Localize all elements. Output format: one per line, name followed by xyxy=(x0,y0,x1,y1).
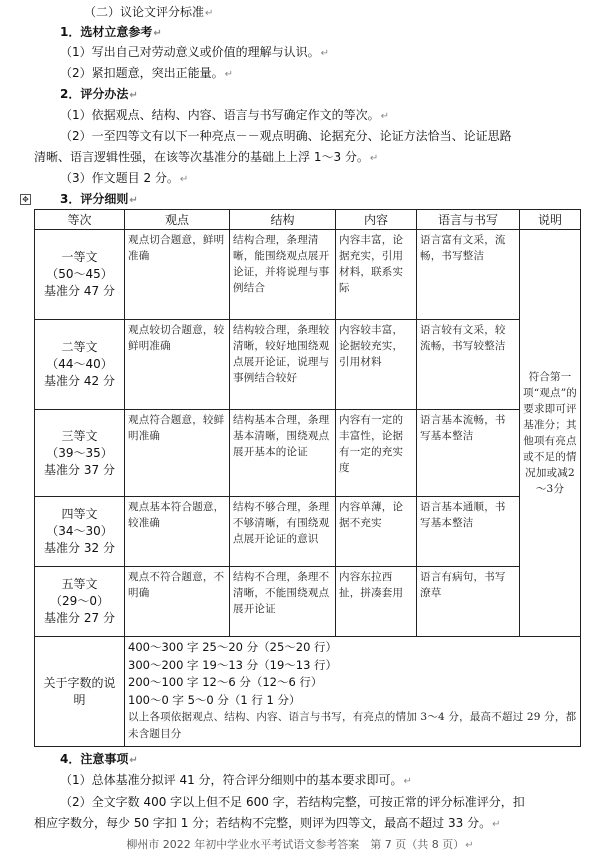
language-cell: 语言基本流畅，书写基本整洁 xyxy=(417,410,520,497)
table-row xyxy=(35,320,581,410)
part2-heading: 2．评分办法↵ xyxy=(60,87,138,101)
part2-item3: （3）作文题目 2 分。↵ xyxy=(60,171,189,185)
part4-item2-line1: （2）全文字数 400 字以上但不足 600 字，若结构完整，可按正常的评分标准评分，扣 xyxy=(60,795,525,809)
wordcount-remark: 以上各项依据观点、结构、内容、语言与书写，有亮点的情加 3～4 分，最高不超过 29 分，都未含题目分 xyxy=(128,711,577,740)
level-cell: 四等文 （34～30） 基准分 32 分 xyxy=(35,497,125,567)
part2-item1: （1）依据观点、结构、内容、语言与书写确定作文的等次。↵ xyxy=(60,108,390,122)
content-cell: 内容东拉西扯，拼凑套用 xyxy=(336,567,417,637)
structure-cell: 结构不合理，条理不清晰，不能围绕观点展开论证 xyxy=(230,567,336,637)
language-cell: 语言有病句，书写潦草 xyxy=(417,567,520,637)
part4-heading: 4．注意事项↵ xyxy=(60,752,138,766)
language-cell: 语言基本通顺，书写基本整洁 xyxy=(417,497,520,567)
wordcount-line: 400～300 字 25～20 分（25～20 行） xyxy=(128,640,338,654)
wordcount-line: 100～0 字 5～0 分（1 行 1 分） xyxy=(128,692,301,707)
wordcount-line: 200～100 字 12～6 分（12～6 行） xyxy=(128,675,323,689)
wordcount-row xyxy=(35,637,581,747)
view-cell: 观点不符合题意，不明确 xyxy=(125,567,230,637)
col-header: 观点 xyxy=(125,210,230,230)
content-cell: 内容单薄，论据不充实 xyxy=(336,497,417,567)
structure-cell: 结构较合理，条理较清晰，较好地围绕观点展开论证，说理与事例结合较好 xyxy=(230,320,336,410)
part1-heading: 1．选材立意参考↵ xyxy=(60,25,162,39)
col-header: 说明 xyxy=(520,210,581,230)
table-row xyxy=(35,230,581,320)
structure-cell: 结构基本合理，条理基本清晰，围绕观点展开基本的论证 xyxy=(230,410,336,497)
part3-heading: 3．评分细则↵ xyxy=(60,192,138,206)
language-cell: 语言较有文采，较流畅，书写较整洁 xyxy=(417,320,520,410)
col-header: 语言与书写 xyxy=(417,210,520,230)
wordcount-label: 关于字数的说明 xyxy=(35,637,125,747)
structure-cell: 结构合理，条理清晰，能围绕观点展开论证，并将说理与事例结合 xyxy=(230,230,336,320)
col-header: 等次 xyxy=(35,210,125,230)
table-header-row xyxy=(35,210,581,230)
page-footer: 柳州市 2022 年初中学业水平考试语文参考答案 第 7 页（共 8 页）↵ xyxy=(126,838,474,851)
col-header: 结构 xyxy=(230,210,336,230)
note-cell: 符合第一项“观点”的要求即可评基准分；其他项有亮点或不足的情况加或减2～3分 xyxy=(520,230,581,637)
section-title: （二）议论文评分标准↵ xyxy=(84,5,214,19)
content-cell: 内容较丰富，论据较充实，引用材料 xyxy=(336,320,417,410)
content-cell: 内容丰富，论据充实，引用材料，联系实际 xyxy=(336,230,417,320)
view-cell: 观点切合题意，鲜明准确 xyxy=(125,230,230,320)
part1-item: （1）写出自己对劳动意义或价值的理解与认识。↵ xyxy=(60,45,330,59)
structure-cell: 结构不够合理，条理不够清晰，有围绕观点展开论证的意识 xyxy=(230,497,336,567)
view-cell: 观点较切合题意，较鲜明准确 xyxy=(125,320,230,410)
view-cell: 观点符合题意，较鲜明准确 xyxy=(125,410,230,497)
level-cell: 五等文 （29～0） 基准分 27 分 xyxy=(35,567,125,637)
language-cell: 语言富有文采，流畅，书写整洁 xyxy=(417,230,520,320)
col-header: 内容 xyxy=(336,210,417,230)
table-move-handle-icon[interactable]: ✥ xyxy=(20,194,31,205)
part1-item: （2）紧扣题意，突出正能量。↵ xyxy=(60,66,234,80)
level-cell: 三等文 （39～35） 基准分 37 分 xyxy=(35,410,125,497)
scoring-table xyxy=(34,209,581,747)
level-cell: 一等文 （50～45） 基准分 47 分 xyxy=(35,230,125,320)
table-row xyxy=(35,497,581,567)
table-row xyxy=(35,567,581,637)
part4-item2-line2: 相应字数分，每少 50 字扣 1 分；若结构不完整，则评为四等文，最高不超过 33 分。↵ xyxy=(34,816,501,830)
wordcount-line: 300～200 字 19～13 分（19～13 行） xyxy=(128,657,338,672)
level-cell: 二等文 （44～40） 基准分 42 分 xyxy=(35,320,125,410)
wordcount-rules xyxy=(125,637,581,747)
content-cell: 内容有一定的丰富性，论据有一定的充实度 xyxy=(336,410,417,497)
part2-item2-line1: （2）一至四等文有以下一种亮点－－观点明确、论据充分、论证方法恰当、论证思路 xyxy=(60,129,512,143)
part4-item1: （1）总体基准分拟评 41 分，符合评分细则中的基本要求即可。↵ xyxy=(60,773,412,787)
part2-item2-line2: 清晰、语言逻辑性强，在该等次基准分的基础上上浮 1～3 分。↵ xyxy=(34,150,379,164)
table-row xyxy=(35,410,581,497)
view-cell: 观点基本符合题意，较准确 xyxy=(125,497,230,567)
